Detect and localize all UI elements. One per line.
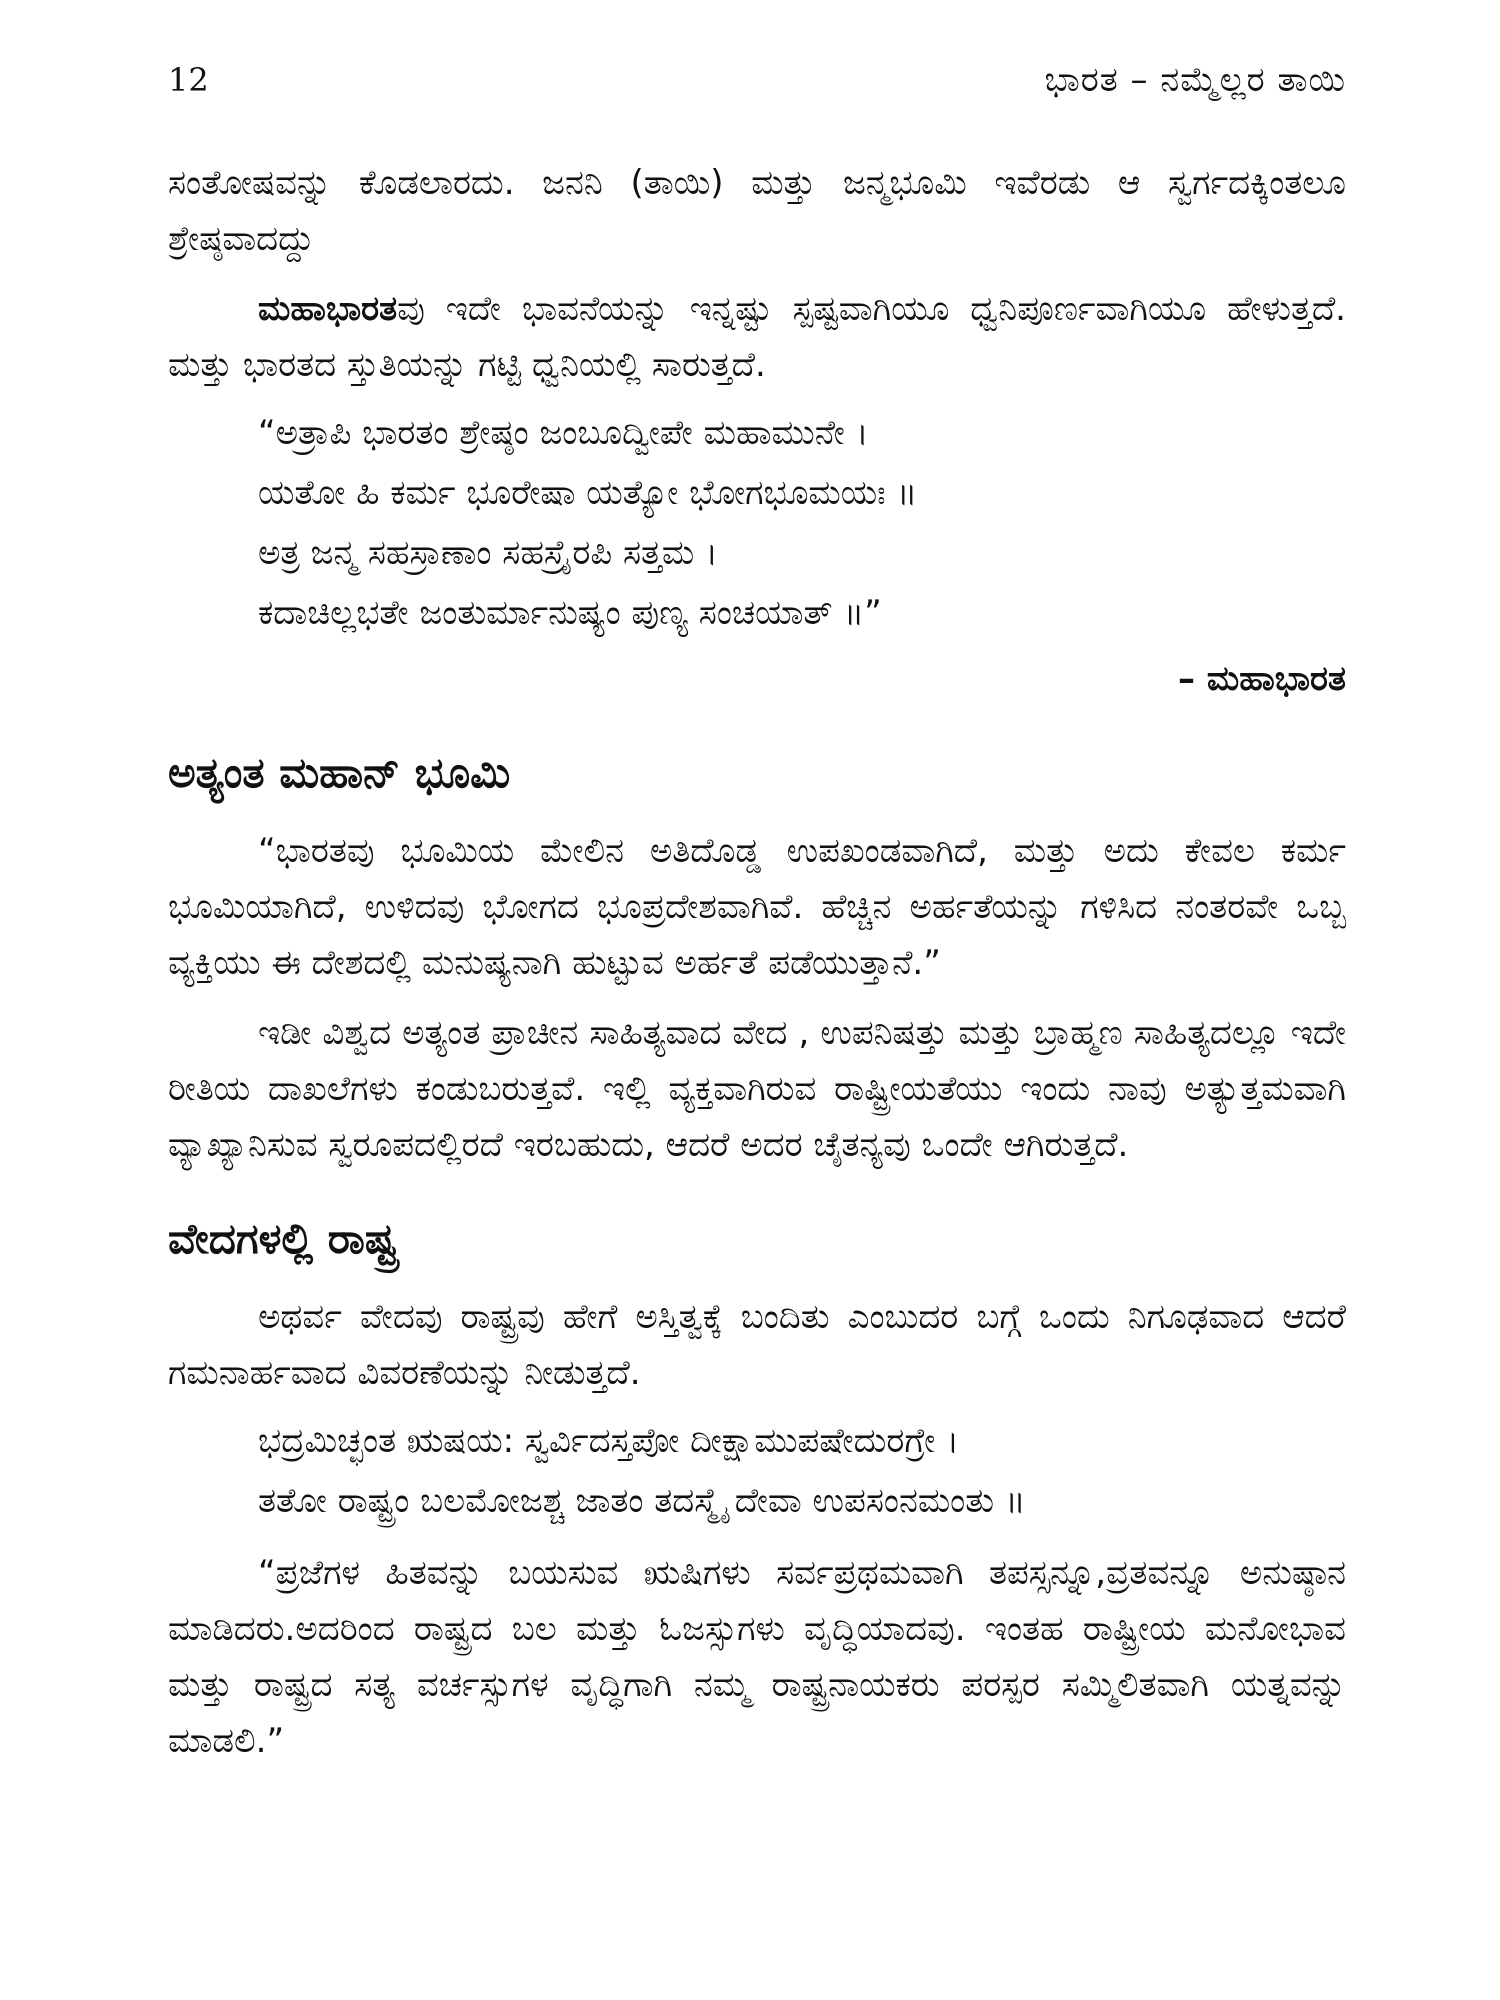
page-header — [168, 55, 1346, 105]
page-number: 12 — [168, 61, 209, 99]
verse-line: ಕದಾಚಿಲ್ಲಭತೇ ಜಂತುರ್ಮಾನುಷ್ಯಂ ಪುಣ್ಯ ಸಂಚಯಾತ್ ॥” — [258, 593, 882, 633]
verse-block-atharva — [258, 1411, 1346, 1531]
running-title: ಭಾರತ – ನಮ್ಮೆಲ್ಲರ ತಾಯಿ — [1044, 60, 1346, 100]
verse-block-mahabharata — [258, 403, 1346, 643]
paragraph-body: ಇಡೀ ವಿಶ್ವದ ಅತ್ಯಂತ ಪ್ರಾಚೀನ ಸಾಹಿತ್ಯವಾದ ವೇದ , ಉಪನಿಷತ್ತು ಮತ್ತು ಬ್ರಾಹ್ಮಣ ಸಾಹಿತ್ಯದಲ್ಲೂ ಇದೇ ರೀತಿಯ ದಾಖಲೆಗಳು ಕಂಡುಬರುತ್ತವೆ. ಇಲ್ಲಿ ವ್ಯಕ್ತವಾಗಿರುವ ರಾಷ್ಟ್ರೀಯತೆಯು ಇಂದು ನಾವು ಅತ್ಯುತ್ತಮವಾಗಿ ವ್ಯಾಖ್ಯಾನಿಸುವ ಸ್ವರೂಪದಲ್ಲಿರದೆ ಇರಬಹುದು, ಆದರೆ ಅದರ ಚೈತನ್ಯವು ಒಂದೇ ಆಗಿರುತ್ತದೆ. — [168, 1013, 1346, 1165]
paragraph-continuation: ಸಂತೋಷವನ್ನು ಕೊಡಲಾರದು. ಜನನಿ (ತಾಯಿ) ಮತ್ತು ಜನ್ಮಭೂಮಿ ಇವೆರಡು ಆ ಸ್ವರ್ಗದಕ್ಕಿಂತಲೂ ಶ್ರೇಷ್ಠವಾದದ್ದು — [168, 163, 1346, 259]
paragraph-mahabharata-intro — [168, 281, 1346, 393]
section-heading: ಅತ್ಯಂತ ಮಹಾನ್ ಭೂಮಿ — [168, 748, 511, 797]
verse-line: “ಅತ್ರಾಪಿ ಭಾರತಂ ಶ್ರೇಷ್ಠಂ ಜಂಬೂದ್ವೀಪೇ ಮಹಾಮುನೇ । — [258, 413, 869, 453]
section-heading: ವೇದಗಳಲ್ಲಿ ರಾಷ್ಟ್ರ — [168, 1214, 398, 1263]
paragraph-body: ಅಥರ್ವ ವೇದವು ರಾಷ್ಟ್ರವು ಹೇಗೆ ಅಸ್ತಿತ್ವಕ್ಕೆ ಬಂದಿತು ಎಂಬುದರ ಬಗ್ಗೆ ಒಂದು ನಿಗೂಢವಾದ ಆದರೆ ಗಮನಾರ್ಹವಾದ ವಿವರಣೆಯನ್ನು ನೀಡುತ್ತದೆ. — [168, 1297, 1346, 1393]
page-body — [168, 155, 1346, 1769]
paragraph-quote: “ಪ್ರಜೆಗಳ ಹಿತವನ್ನು ಬಯಸುವ ಋಷಿಗಳು ಸರ್ವಪ್ರಥಮವಾಗಿ ತಪಸ್ಸನ್ನೂ,ವ್ರತವನ್ನೂ ಅನುಷ್ಠಾನ ಮಾಡಿದರು.ಅದರಿಂದ ರಾಷ್ಟ್ರದ ಬಲ ಮತ್ತು ಓಜಸ್ಸುಗಳು ವೃದ್ಧಿಯಾದವು. ಇಂತಹ ರಾಷ್ಟ್ರೀಯ ಮನೋಭಾವ ಮತ್ತು ರಾಷ್ಟ್ರದ ಸತ್ಯ ವರ್ಚಸ್ಸುಗಳ ವೃದ್ಧಿಗಾಗಿ ನಮ್ಮ ರಾಷ್ಟ್ರನಾಯಕರು ಪರಸ್ಪರ ಸಮ್ಮಿಲಿತವಾಗಿ ಯತ್ನವನ್ನು ಮಾಡಲಿ.” — [168, 1553, 1346, 1761]
verse-line: ತತೋ ರಾಷ್ಟ್ರಂ ಬಲಮೋಜಶ್ಚ ಜಾತಂ ತದಸ್ಮೈ ದೇವಾ ಉಪಸಂನಮಂತು ॥ — [258, 1481, 1026, 1521]
paragraph-quote: “ಭಾರತವು ಭೂಮಿಯ ಮೇಲಿನ ಅತಿದೊಡ್ಡ ಉಪಖಂಡವಾಗಿದೆ, ಮತ್ತು ಅದು ಕೇವಲ ಕರ್ಮ ಭೂಮಿಯಾಗಿದೆ, ಉಳಿದವು ಭೋಗದ ಭೂಪ್ರದೇಶವಾಗಿವೆ. ಹೆಚ್ಚಿನ ಅರ್ಹತೆಯನ್ನು ಗಳಿಸಿದ ನಂತರವೇ ಒಬ್ಬ ವ್ಯಕ್ತಿಯು ಈ ದೇಶದಲ್ಲಿ ಮನುಷ್ಯನಾಗಿ ಹುಟ್ಟುವ ಅರ್ಹತೆ ಪಡೆಯುತ್ತಾನೆ.” — [168, 831, 1346, 983]
bold-term: ಮಹಾಭಾರತ — [258, 289, 398, 329]
verse-attribution: – ಮಹಾಭಾರತ — [1178, 659, 1346, 699]
verse-line: ಅತ್ರ ಜನ್ಮ ಸಹಸ್ರಾಣಾಂ ಸಹಸ್ರೈರಪಿ ಸತ್ತಮ । — [258, 533, 718, 573]
verse-line: ಭದ್ರಮಿಚ್ಛಂತ ಋಷಯ: ಸ್ವರ್ವಿದಸ್ತಪೋ ದೀಕ್ಷಾಮುಪಷೇದುರಗ್ರೇ । — [258, 1421, 960, 1461]
paragraph-text: ವು ಇದೇ ಭಾವನೆಯನ್ನು ಇನ್ನಷ್ಟು ಸ್ಪಷ್ಟವಾಗಿಯೂ ಧ್ವನಿಪೂರ್ಣವಾಗಿಯೂ ಹೇಳುತ್ತದೆ. ಮತ್ತು ಭಾರತದ ಸ್ತುತಿಯನ್ನು ಗಟ್ಟಿ ಧ್ವನಿಯಲ್ಲಿ ಸಾರುತ್ತದೆ. — [168, 289, 1346, 385]
verse-line: ಯತೋ ಹಿ ಕರ್ಮ ಭೂರೇಷಾ ಯತ್ಯೋ ಭೋಗಭೂಮಯಃ ॥ — [258, 473, 918, 513]
